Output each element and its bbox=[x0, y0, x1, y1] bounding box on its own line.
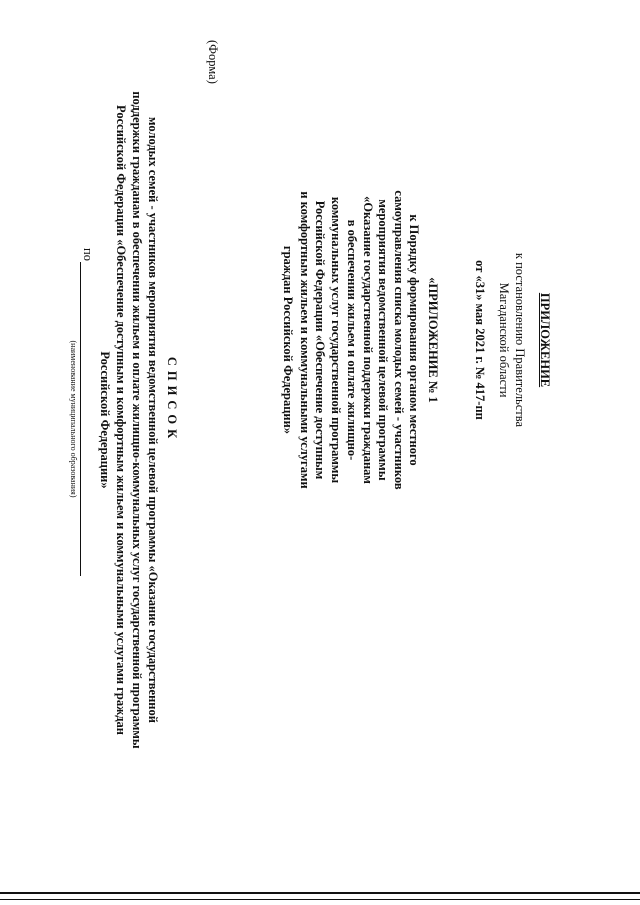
appendix-1-line: мероприятия ведомственной целевой программы bbox=[376, 199, 390, 481]
municipality-blank-line bbox=[80, 262, 81, 576]
appendix-1-line: Российской Федерации «Обеспечение доступным bbox=[313, 200, 327, 480]
page-edge-line bbox=[0, 892, 640, 894]
appendix-1-title: «ПРИЛОЖЕНИЕ № 1 bbox=[426, 277, 440, 403]
list-title: СПИСОК bbox=[165, 356, 179, 444]
appendix-1-line: «Оказание государственной поддержки гражданам bbox=[361, 196, 375, 484]
appendix-1-line: самоуправления списка молодых семей - участников bbox=[392, 190, 406, 490]
municipality-prefix: по bbox=[81, 248, 95, 261]
appendix-date-number: от «31» мая 2021 г. № 417-пп bbox=[473, 260, 487, 420]
appendix-1-line: и комфортным жильем и коммунальными услугами bbox=[298, 191, 312, 489]
page-edge-line bbox=[0, 899, 640, 900]
municipality-caption: (наименование муниципального образования) bbox=[69, 340, 78, 498]
appendix-1-line: к Порядку формирования органом местного bbox=[407, 214, 421, 466]
list-description-line: молодых семей - участников мероприятия ведомственной целевой программы «Оказание государственной bbox=[146, 117, 160, 723]
appendix-1-line: коммунальных услуг государственной программы bbox=[329, 196, 343, 484]
appendix-line-1: к постановлению Правительства bbox=[513, 252, 527, 428]
list-description-line: Российской Федерации» bbox=[98, 351, 112, 489]
list-description-line: поддержки гражданам в обеспечении жильем и оплате жилищно-коммунальных услуг государственной программы bbox=[130, 91, 144, 749]
list-description-line: Российской Федерации «Обеспечение доступным и комфортным жильем и коммунальными услугами граждан bbox=[114, 105, 128, 735]
form-label: (Форма) bbox=[206, 40, 220, 84]
appendix-1-line: в обеспечении жильем и оплате жилищно- bbox=[345, 219, 359, 461]
appendix-1-line: граждан Российской Федерации» bbox=[281, 245, 295, 435]
appendix-title: ПРИЛОЖЕНИЕ bbox=[538, 292, 552, 388]
appendix-line-2: Магаданской области bbox=[497, 282, 511, 398]
